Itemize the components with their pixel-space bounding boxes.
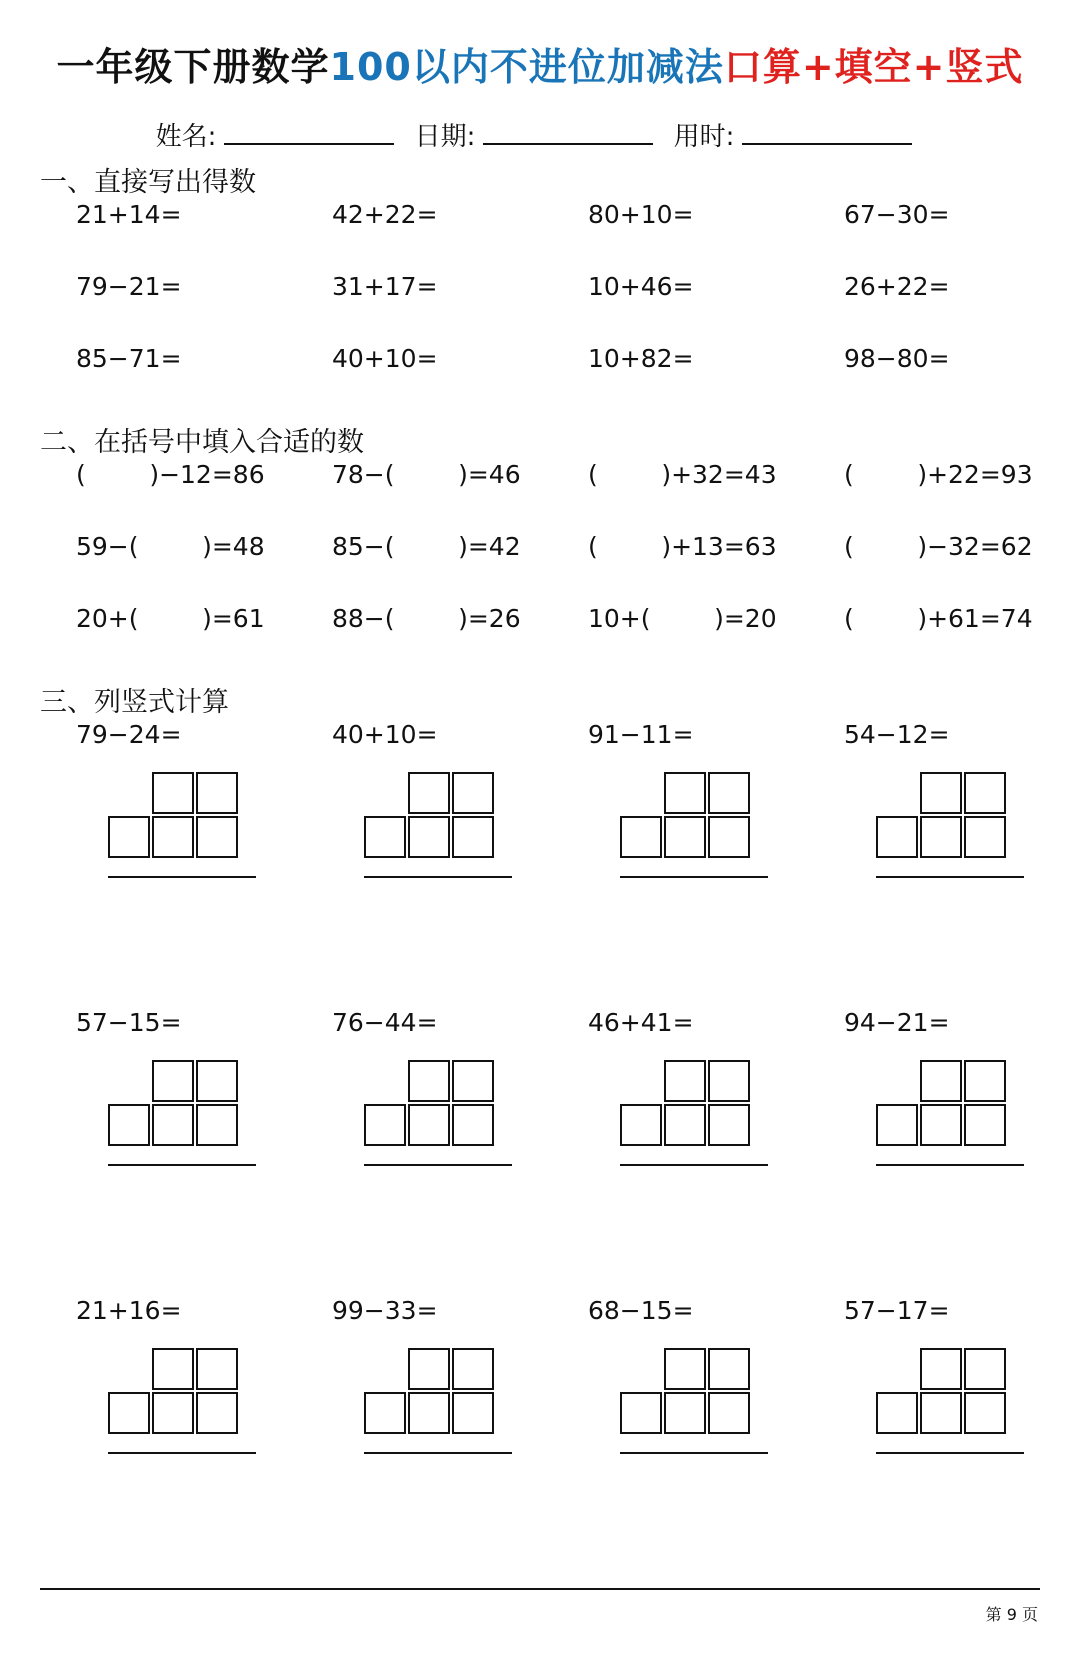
fill-blank-problem: ( )−32=62 bbox=[844, 532, 1033, 561]
oral-calc-problem: 98−80= bbox=[844, 344, 950, 373]
oral-calc-problem: 26+22= bbox=[844, 272, 950, 301]
digit-box[interactable] bbox=[196, 1104, 238, 1146]
date-blank[interactable] bbox=[483, 121, 653, 145]
digit-box[interactable] bbox=[876, 816, 918, 858]
digit-box[interactable] bbox=[964, 1348, 1006, 1390]
digit-box[interactable] bbox=[196, 816, 238, 858]
fill-blank-problem: ( )−12=86 bbox=[76, 460, 265, 489]
answer-line bbox=[108, 876, 256, 878]
digit-box[interactable] bbox=[964, 1392, 1006, 1434]
digit-box[interactable] bbox=[920, 816, 962, 858]
digit-box[interactable] bbox=[364, 816, 406, 858]
oral-calc-problem: 10+46= bbox=[588, 272, 694, 301]
digit-box[interactable] bbox=[964, 772, 1006, 814]
digit-box[interactable] bbox=[452, 772, 494, 814]
fill-blank-problem: 20+( )=61 bbox=[76, 604, 265, 633]
digit-box[interactable] bbox=[152, 772, 194, 814]
digit-box[interactable] bbox=[964, 816, 1006, 858]
time-blank[interactable] bbox=[742, 121, 912, 145]
vertical-calc-problem: 94−21= bbox=[844, 1008, 950, 1037]
digit-box[interactable] bbox=[452, 816, 494, 858]
vertical-calc-grid bbox=[620, 1060, 780, 1170]
answer-line bbox=[876, 876, 1024, 878]
fill-blank-problem: ( )+22=93 bbox=[844, 460, 1033, 489]
digit-box[interactable] bbox=[620, 1392, 662, 1434]
digit-box[interactable] bbox=[664, 816, 706, 858]
digit-box[interactable] bbox=[196, 772, 238, 814]
oral-calc-problem: 21+14= bbox=[76, 200, 182, 229]
digit-box[interactable] bbox=[108, 1104, 150, 1146]
vertical-calc-problem: 99−33= bbox=[332, 1296, 438, 1325]
vertical-calc-problem: 91−11= bbox=[588, 720, 694, 749]
answer-line bbox=[108, 1164, 256, 1166]
vertical-calc-problem: 54−12= bbox=[844, 720, 950, 749]
digit-box[interactable] bbox=[196, 1392, 238, 1434]
page-number: 第 9 页 bbox=[985, 1605, 1038, 1624]
digit-box[interactable] bbox=[408, 772, 450, 814]
digit-box[interactable] bbox=[452, 1392, 494, 1434]
digit-box[interactable] bbox=[620, 1104, 662, 1146]
digit-box[interactable] bbox=[196, 1060, 238, 1102]
digit-box[interactable] bbox=[364, 1104, 406, 1146]
section-3-heading: 三、列竖式计算 bbox=[40, 687, 229, 718]
answer-line bbox=[620, 876, 768, 878]
digit-box[interactable] bbox=[664, 1392, 706, 1434]
digit-box[interactable] bbox=[708, 816, 750, 858]
oral-calc-problem: 85−71= bbox=[76, 344, 182, 373]
digit-box[interactable] bbox=[664, 1104, 706, 1146]
digit-box[interactable] bbox=[196, 1348, 238, 1390]
digit-box[interactable] bbox=[152, 1060, 194, 1102]
section-1-heading: 一、直接写出得数 bbox=[40, 167, 256, 198]
digit-box[interactable] bbox=[152, 816, 194, 858]
digit-box[interactable] bbox=[108, 816, 150, 858]
section-2-heading: 二、在括号中填入合适的数 bbox=[40, 427, 364, 458]
answer-line bbox=[620, 1452, 768, 1454]
vertical-calc-problem: 57−15= bbox=[76, 1008, 182, 1037]
digit-box[interactable] bbox=[920, 772, 962, 814]
answer-line bbox=[620, 1164, 768, 1166]
vertical-calc-grid bbox=[620, 1348, 780, 1458]
vertical-calc-problem: 79−24= bbox=[76, 720, 182, 749]
footer-divider bbox=[40, 1588, 1040, 1590]
time-label: 用时: bbox=[673, 122, 735, 152]
name-label: 姓名: bbox=[155, 122, 217, 152]
fill-blank-problem: ( )+32=43 bbox=[588, 460, 777, 489]
digit-box[interactable] bbox=[152, 1392, 194, 1434]
digit-box[interactable] bbox=[408, 1104, 450, 1146]
digit-box[interactable] bbox=[708, 1060, 750, 1102]
vertical-calc-grid bbox=[876, 1060, 1036, 1170]
vertical-calc-grid bbox=[108, 772, 268, 882]
digit-box[interactable] bbox=[920, 1392, 962, 1434]
vertical-calc-grid bbox=[364, 1060, 524, 1170]
fill-blank-problem: ( )+61=74 bbox=[844, 604, 1033, 633]
digit-box[interactable] bbox=[708, 1392, 750, 1434]
digit-box[interactable] bbox=[408, 1392, 450, 1434]
digit-box[interactable] bbox=[408, 816, 450, 858]
vertical-calc-problem: 68−15= bbox=[588, 1296, 694, 1325]
vertical-calc-grid bbox=[108, 1060, 268, 1170]
digit-box[interactable] bbox=[920, 1060, 962, 1102]
vertical-calc-grid bbox=[876, 1348, 1036, 1458]
digit-box[interactable] bbox=[620, 816, 662, 858]
vertical-calc-grid bbox=[876, 772, 1036, 882]
fill-blank-problem: ( )+13=63 bbox=[588, 532, 777, 561]
digit-box[interactable] bbox=[452, 1104, 494, 1146]
digit-box[interactable] bbox=[152, 1348, 194, 1390]
vertical-calc-grid bbox=[620, 772, 780, 882]
digit-box[interactable] bbox=[108, 1392, 150, 1434]
answer-line bbox=[364, 876, 512, 878]
digit-box[interactable] bbox=[364, 1392, 406, 1434]
fill-blank-problem: 85−( )=42 bbox=[332, 532, 521, 561]
digit-box[interactable] bbox=[876, 1104, 918, 1146]
title-part-grade: 一年级下册数学 bbox=[56, 45, 330, 89]
student-info-line bbox=[0, 116, 1080, 153]
fill-blank-problem: 88−( )=26 bbox=[332, 604, 521, 633]
vertical-calc-grid bbox=[364, 772, 524, 882]
fill-blank-problem: 59−( )=48 bbox=[76, 532, 265, 561]
digit-box[interactable] bbox=[408, 1348, 450, 1390]
title-part-topic: 100以内不进位加减法 bbox=[329, 45, 724, 89]
digit-box[interactable] bbox=[152, 1104, 194, 1146]
date-label: 日期: bbox=[414, 122, 476, 152]
digit-box[interactable] bbox=[876, 1392, 918, 1434]
name-blank[interactable] bbox=[224, 121, 394, 145]
oral-calc-problem: 67−30= bbox=[844, 200, 950, 229]
vertical-calc-grid bbox=[364, 1348, 524, 1458]
fill-blank-problem: 78−( )=46 bbox=[332, 460, 521, 489]
digit-box[interactable] bbox=[920, 1348, 962, 1390]
digit-box[interactable] bbox=[708, 1104, 750, 1146]
digit-box[interactable] bbox=[920, 1104, 962, 1146]
oral-calc-problem: 80+10= bbox=[588, 200, 694, 229]
oral-calc-problem: 31+17= bbox=[332, 272, 438, 301]
digit-box[interactable] bbox=[964, 1104, 1006, 1146]
oral-calc-problem: 10+82= bbox=[588, 344, 694, 373]
vertical-calc-problem: 21+16= bbox=[76, 1296, 182, 1325]
answer-line bbox=[364, 1452, 512, 1454]
oral-calc-problem: 40+10= bbox=[332, 344, 438, 373]
answer-line bbox=[876, 1164, 1024, 1166]
vertical-calc-problem: 46+41= bbox=[588, 1008, 694, 1037]
oral-calc-problem: 42+22= bbox=[332, 200, 438, 229]
answer-line bbox=[364, 1164, 512, 1166]
vertical-calc-problem: 57−17= bbox=[844, 1296, 950, 1325]
digit-box[interactable] bbox=[664, 772, 706, 814]
digit-box[interactable] bbox=[664, 1348, 706, 1390]
digit-box[interactable] bbox=[664, 1060, 706, 1102]
digit-box[interactable] bbox=[408, 1060, 450, 1102]
answer-line bbox=[108, 1452, 256, 1454]
answer-line bbox=[876, 1452, 1024, 1454]
digit-box[interactable] bbox=[708, 772, 750, 814]
digit-box[interactable] bbox=[708, 1348, 750, 1390]
vertical-calc-problem: 40+10= bbox=[332, 720, 438, 749]
fill-blank-problem: 10+( )=20 bbox=[588, 604, 777, 633]
digit-box[interactable] bbox=[452, 1348, 494, 1390]
vertical-calc-grid bbox=[108, 1348, 268, 1458]
title-part-types: 口算+填空+竖式 bbox=[723, 45, 1024, 89]
oral-calc-problem: 79−21= bbox=[76, 272, 182, 301]
vertical-calc-problem: 76−44= bbox=[332, 1008, 438, 1037]
digit-box[interactable] bbox=[452, 1060, 494, 1102]
page-title bbox=[0, 36, 1080, 91]
digit-box[interactable] bbox=[964, 1060, 1006, 1102]
